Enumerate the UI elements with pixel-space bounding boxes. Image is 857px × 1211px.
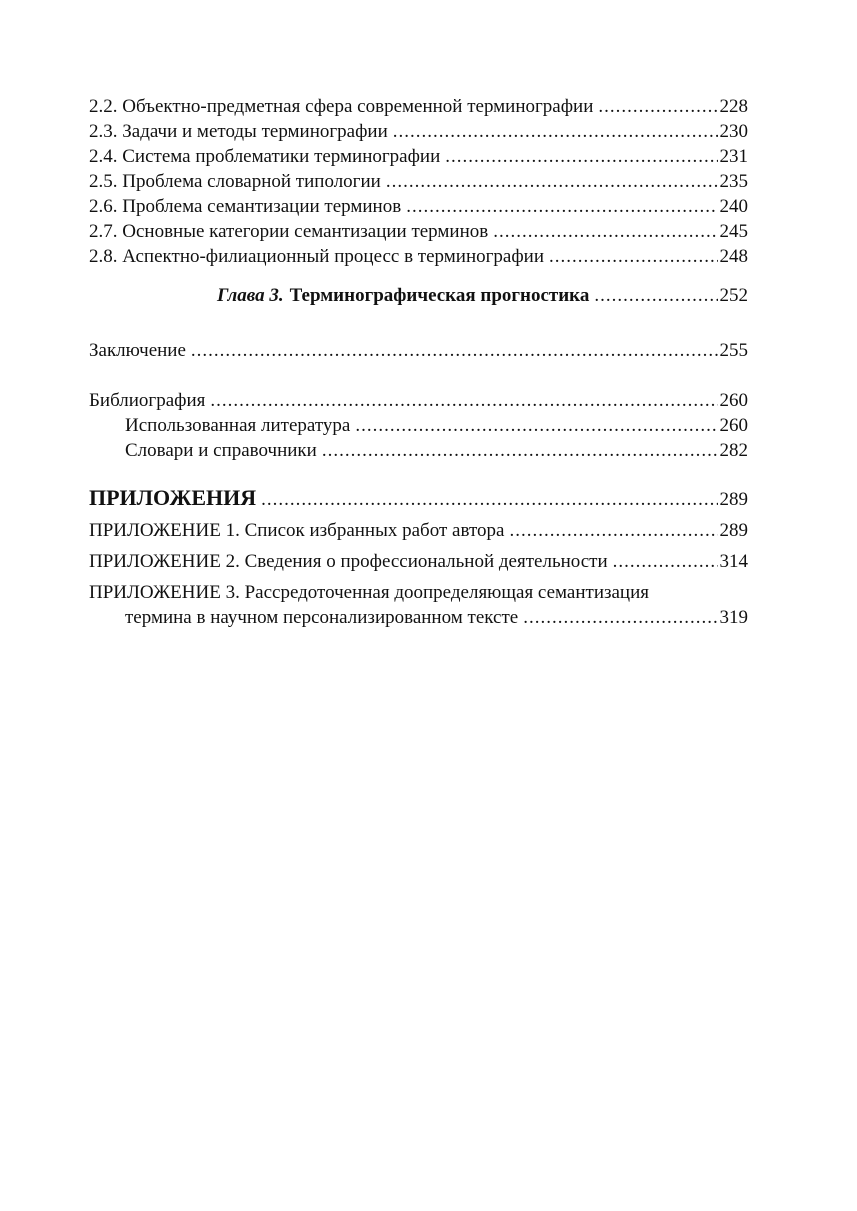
appendix-3-title-line1: ПРИЛОЖЕНИЕ 3. Рассредоточенная доопределяющая семантизация [89,582,650,603]
appendix-entry [89,519,748,543]
bibliography-subentry [125,439,748,463]
appendix-page: 314 [719,551,748,572]
entry-title: 2.8. Аспектно-филиационный процесс в терминографии [89,246,544,267]
dot-leader [191,339,718,363]
dot-leader [322,439,718,463]
entry-title: 2.5. Проблема словарной типологии [89,171,381,192]
dot-leader [393,120,718,144]
appendices-heading-entry [89,486,748,512]
appendix-entry [89,550,748,574]
entry-title: 2.6. Проблема семантизации терминов [89,196,402,217]
conclusion-entry [89,339,748,363]
dot-leader [594,284,717,308]
dot-leader [210,389,717,413]
appendix-page: 289 [719,520,748,541]
dot-leader [386,170,718,194]
entry-page: 248 [719,246,748,267]
dot-leader [445,145,717,169]
appendix-title: ПРИЛОЖЕНИЕ 1. Список избранных работ автора [89,520,505,541]
entry-page: 245 [719,221,748,242]
appendix-page: 319 [719,607,748,628]
bibliography-title: Библиография [89,390,206,411]
appendix-title: ПРИЛОЖЕНИЕ 2. Сведения о профессиональной деятельности [89,551,608,572]
subentry-page: 260 [719,415,748,436]
entry-title: 2.3. Задачи и методы терминографии [89,121,388,142]
toc-entry [89,245,748,269]
entry-title: 2.4. Система проблематики терминографии [89,146,441,167]
entry-page: 228 [719,96,748,117]
dot-leader [406,195,717,219]
bibliography-page: 260 [719,390,748,411]
dot-leader [493,220,717,244]
chapter-label: Глава 3. [217,285,284,306]
toc-entry [89,95,748,119]
chapter-3-entry [217,284,748,308]
entry-page: 230 [719,121,748,142]
bibliography-entry [89,389,748,413]
appendix-entry [125,606,748,630]
toc-entry [89,145,748,169]
dot-leader [549,245,718,269]
entry-page: 231 [719,146,748,167]
entry-title: 2.7. Основные категории семантизации терминов [89,221,489,242]
toc-entry [89,195,748,219]
dot-leader [613,550,718,574]
appendices-title: ПРИЛОЖЕНИЯ [89,485,257,510]
entry-title: 2.2. Объектно-предметная сфера современной терминографии [89,96,594,117]
toc-entry [89,170,748,194]
entry-page: 240 [719,196,748,217]
subentry-title: Словари и справочники [125,440,317,461]
entry-page: 235 [719,171,748,192]
chapter-title: Терминографическая прогностика [289,285,590,306]
conclusion-title: Заключение [89,340,186,361]
dot-leader [598,95,717,119]
toc-entry [89,120,748,144]
bibliography-subentry [125,414,748,438]
chapter-page: 252 [719,285,748,306]
dot-leader [261,488,717,512]
dot-leader [523,606,717,630]
dot-leader [355,414,717,438]
subentry-title: Использованная литература [125,415,351,436]
appendix-title-line2: термина в научном персонализированном тексте [125,607,519,628]
toc-entry [89,220,748,244]
subentry-page: 282 [719,440,748,461]
appendices-page: 289 [719,489,748,510]
dot-leader [509,519,717,543]
conclusion-page: 255 [719,340,748,361]
